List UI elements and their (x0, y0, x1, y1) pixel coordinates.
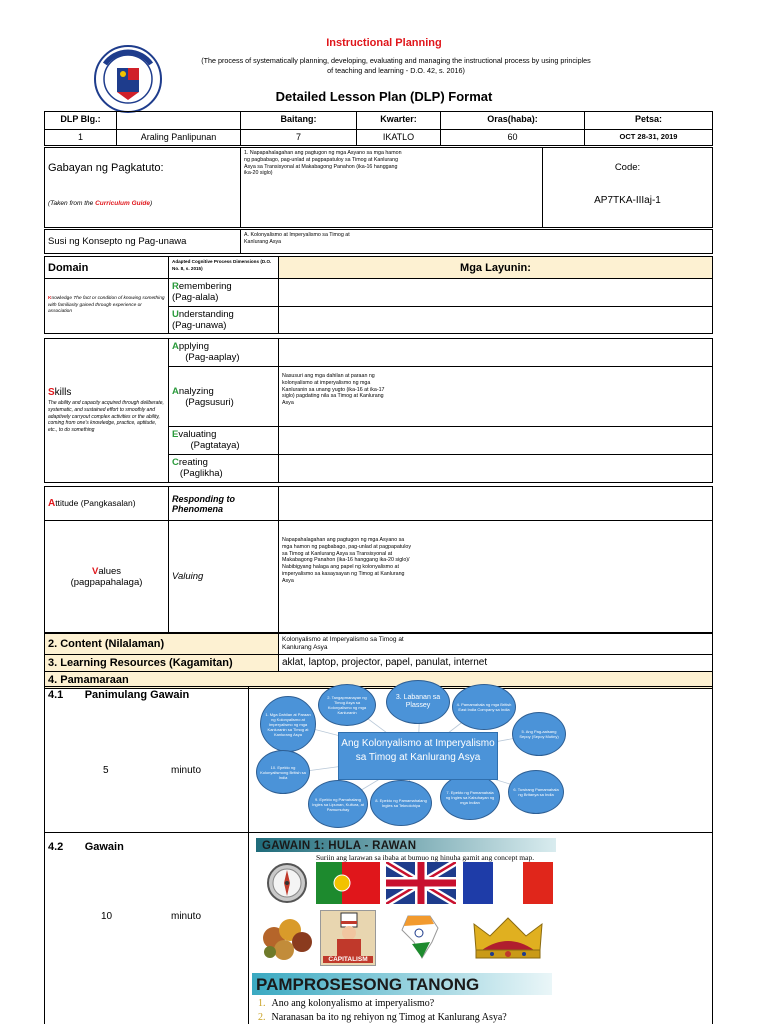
instructional-planning-subtitle: (The process of systematically planning, developing, evaluating and managing the instructional process by using principles of teaching and learning - D.O. 42, s. 2016) (201, 56, 591, 75)
creating-label: Creating (Paglikha) (169, 455, 279, 483)
petsa-value: OCT 28-31, 2019 (585, 130, 713, 146)
susi-table (44, 229, 713, 254)
concept-map (252, 684, 572, 832)
concept-node-5: 5. Ang Pag-aalsang Sepoy (Sepoy Mutiny) (512, 712, 566, 756)
content-value: Kolonyalismo at Imperyalismo sa Timog at Kanlurang Asya (279, 634, 713, 655)
gawain-instruction: Suriin ang larawan sa ibaba at bumuo ng hinuha gamit ang concept map. (316, 853, 535, 862)
gawain-minutes: 10 (101, 911, 113, 922)
gabayan-table (44, 147, 713, 228)
india-map-flag-icon (394, 912, 444, 962)
pamprosesong-title: PAMPROSESONG TANONG (256, 975, 480, 994)
skills-description: The ability and capacity acquired through deliberate, systematic, and sustained effort to smoothly and adaptively carryout complex activities or the ability, coming from one's knowledge, practice, aptitude, etc., to do something (48, 400, 164, 434)
responding-label: Responding to Phenomena (169, 487, 279, 521)
gabayan-content: 1. Napapahalagahan ang pagtugon ng mga Asyano sa mga hamon ng pagbabago, pag-unlad at pagpapatuloy sa Timog at Kanlurang Asya sa Transisyonal at Makabagong Panahon (ika-16 hanggang ika-20 siglo) (241, 148, 543, 228)
concept-node-7: 7. Epekto ng Pamamahala ng Ingles sa Kabuhayan ng mga Indian (440, 774, 500, 820)
portugal-flag-icon (316, 862, 380, 904)
panimula-unit: minuto (171, 765, 202, 776)
pamamaraan-label: 4. Pamamaraan (45, 672, 713, 689)
susi-label: Susi ng Konsepto ng Pag-unawa (45, 230, 241, 254)
france-flag-icon (463, 862, 553, 904)
curriculum-guide-note: (Taken from the Curriculum Guide) (48, 200, 153, 207)
content-table (44, 633, 713, 689)
united-kingdom-flag-icon (386, 862, 456, 904)
gawain-title: GAWAIN 1: HULA - RAWAN (262, 840, 417, 852)
values-content: Napapahalagahan ang pagtugon ng mga Asyano sa mga hamon ng pagbabago, pag-unlad at pagpapatuloy sa Timog at Kanlurang Asya sa Transisyonal at Makabagong Panahon (ika-16 hanggang ika-20 siglo)/ Nabibigyang halaga ang papel ng kolonyalismo at imperyalismo sa kasaysayan ng Timog at Kanlurang Asya (279, 521, 713, 633)
mga-layunin-header: Mga Layunin: (279, 257, 713, 279)
concept-node-3: 3. Labanan sa Plassey (386, 680, 450, 724)
spices-icon (262, 912, 314, 962)
gawain-heading: 4.2 Gawain (48, 841, 124, 853)
instructional-planning-title: Instructional Planning (326, 37, 442, 49)
concept-node-2: 2. Tangapmanayan ng Timog Asya sa Kolonyalismo ng mga Kanluranin (318, 684, 376, 726)
concept-node-10: 10. Epekto ng Kolonyalismong British sa India (256, 750, 310, 794)
dlp-blg-header: DLP Blg.: (45, 112, 117, 130)
oras-value: 60 (441, 130, 585, 146)
panimula-minutes: 5 (103, 765, 109, 776)
values-label: Values (pagpapahalaga) (45, 521, 169, 633)
concept-map-center: Ang Kolonyalismo at Imperyalismo sa Timog at Kanlurang Asya (338, 732, 498, 780)
question-2: 2. Naranasan ba ito ng rehiyon ng Timog at Kanlurang Asya? (258, 1012, 507, 1023)
crown-icon (468, 912, 548, 962)
gabayan-label: Gabayan ng Pagkatuto: (48, 162, 164, 174)
susi-content: A. Kolonyalismo at Imperyalismo sa Timog at Kanlurang Asya (241, 230, 713, 254)
kwarter-header: Kwarter: (357, 112, 441, 130)
resources-label: 3. Learning Resources (Kagamitan) (45, 655, 279, 672)
subject-value: Araling Panlipunan (117, 130, 241, 146)
kwarter-value: IKATLO (357, 130, 441, 146)
concept-node-1: 1. Mga Dahilan at Paraan ng Kolonyalismo at Imperyalismo ng mga Kanluranin sa Timog at Kanlurang Asya (260, 696, 316, 752)
understanding-label: Understanding (Pag-unawa) (169, 307, 279, 334)
resources-value: aklat, laptop, projector, papel, panulat, internet (279, 655, 713, 672)
valuing-label: Valuing (169, 521, 279, 633)
evaluating-label: Evaluating (Pagtataya) (169, 427, 279, 455)
gawain-unit: minuto (171, 911, 202, 922)
capitalism-label: CAPITALISM (323, 956, 373, 963)
info-table (44, 111, 713, 146)
code-value: AP7TKA-IIIaj-1 (594, 195, 661, 206)
attitude-values-table (44, 486, 713, 633)
baitang-value: 7 (241, 130, 357, 146)
skills-label: Skills (48, 387, 72, 398)
analyzing-content: Nasusuri ang mga dahilan at paraan ng kolonyalismo at imperyalismo ng mga Kanluranin sa unang yugto (ika-16 at ika-17 siglo) pagdating nila sa Timog at Kanlurang Asya (279, 367, 713, 427)
oras-header: Oras(haba): (441, 112, 585, 130)
adapted-cognitive-label: Adapted Cognitive Process Dimensions (D.O. No. 8, s. 2015) (169, 257, 279, 279)
applying-label: Applying (Pag-aaplay) (169, 339, 279, 367)
knowledge-table (44, 278, 713, 334)
panimula-heading: 4.1 Panimulang Gawain (48, 689, 190, 701)
attitude-label: Attitude (Pangkasalan) (45, 487, 169, 521)
domain-label: Domain (45, 257, 169, 279)
concept-node-9: 9. Epekto ng Pamahalang Ingles sa Lipunan, Kultura, at Pamumuhay (308, 780, 368, 828)
dlp-format-title: Detailed Lesson Plan (DLP) Format (275, 89, 493, 104)
concept-node-6: 6. Tuwirang Pamamahala ng Britanya sa India (508, 770, 564, 814)
analyzing-label: Analyzing (Pagsusuri) (169, 367, 279, 427)
remembering-label: Remembering (Pag-alala) (169, 279, 279, 307)
concept-node-8: 8. Epekto ng Pamamahalang Ingles sa Teknolohiya (370, 780, 432, 826)
code-label: Code: (614, 162, 641, 173)
concept-node-4: 4. Pamamahala ng mga British East India Company sa India (452, 684, 516, 730)
dlp-blg-value: 1 (45, 130, 117, 146)
uncle-sam-icon (321, 911, 377, 957)
knowledge-description: Knowledge The fact or condition of knowing something with familiarity gained through experience or association (48, 295, 165, 315)
question-1: 1. Ano ang kolonyalismo at imperyalismo? (258, 998, 435, 1009)
content-label: 2. Content (Nilalaman) (45, 634, 279, 655)
skills-table (44, 338, 713, 483)
petsa-header: Petsa: (585, 112, 713, 130)
compass-icon (266, 862, 308, 904)
domain-table (44, 256, 713, 279)
capitalism-poster (320, 910, 376, 966)
document-header (0, 0, 768, 112)
baitang-header: Baitang: (241, 112, 357, 130)
